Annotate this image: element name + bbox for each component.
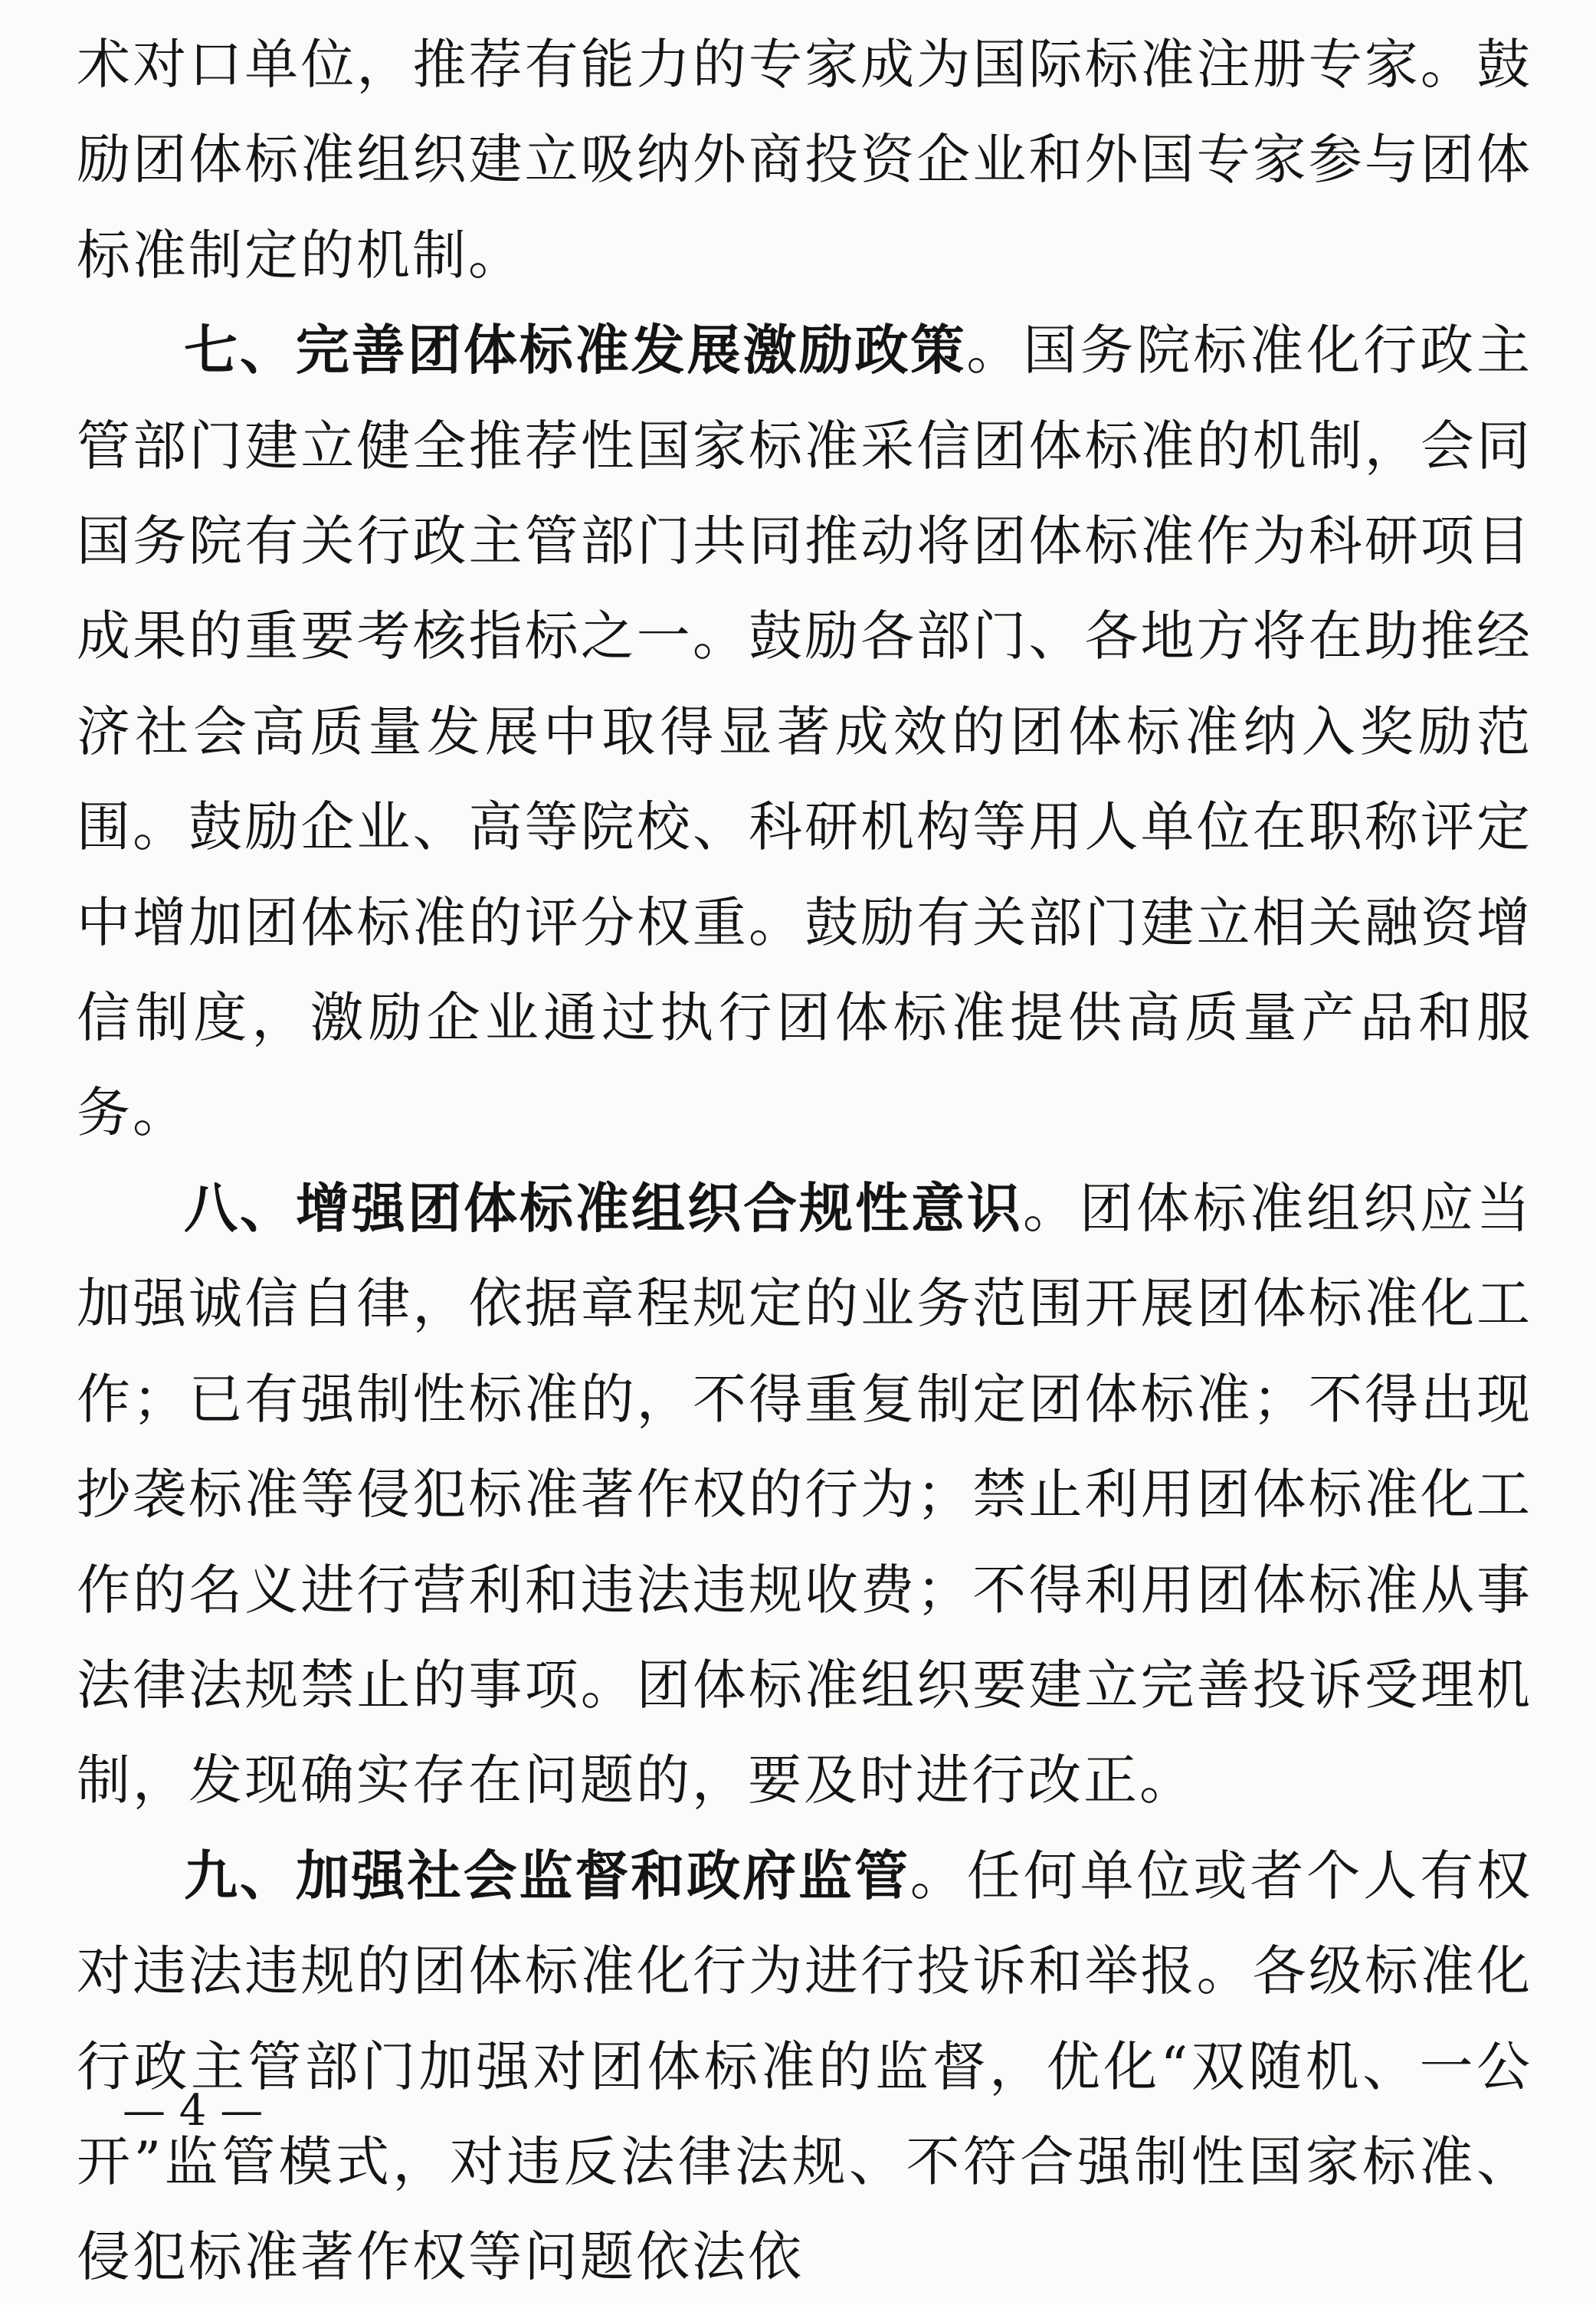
paragraph-text: 。任何单位或者个人有权对违法违规的团体标准化行为进行投诉和举报。各级标准化行政主管部门加强对团体标准的监督，优化“双随机、一公开”监管模式，对违反法律法规、不符合强制性国家标准、侵犯标准著作权等问题依法依 [77, 1844, 1533, 2289]
paragraph-section-8 [77, 1161, 1532, 1828]
section-heading-8: 八、增强团体标准组织合规性意识 [184, 1176, 1023, 1240]
paragraph-text: 术对口单位，推荐有能力的专家成为国际标准注册专家。鼓励团体标准组织建立吸纳外商投资企业和外国专家参与团体标准制定的机制。 [77, 33, 1532, 287]
paragraph-text: 。国务院标准化行政主管部门建立健全推荐性国家标准采信团体标准的机制，会同国务院有关行政主管部门共同推动将团体标准作为科研项目成果的重要考核指标之一。鼓励各部门、各地方将在助推经济社会高质量发展中取得显著成效的团体标准纳入奖励范围。鼓励企业、高等院校、科研机构等用人单位在职称评定中增加团体标准的评分权重。鼓励有关部门建立相关融资增信制度，激励企业通过执行团体标准提供高质量产品和服务。 [77, 319, 1532, 1145]
paragraph-section-9 [77, 1828, 1532, 2305]
paragraph-section-7 [77, 303, 1532, 1161]
document-body [77, 17, 1532, 2305]
paragraph-text: 。团体标准组织应当加强诚信自律，依据章程规定的业务范围开展团体标准化工作；已有强制性标准的，不得重复制定团体标准；不得出现抄袭标准等侵犯标准著作权的行为；禁止利用团体标准化工作的名义进行营利和违法违规收费；不得利用团体标准从事法律法规禁止的事项。团体标准组织要建立完善投诉受理机制，发现确实存在问题的，要及时进行改正。 [77, 1176, 1532, 1812]
page-number: — 4 — [123, 2086, 264, 2136]
section-heading-9: 九、加强社会监督和政府监管 [184, 1844, 910, 1907]
paragraph-continuation [77, 17, 1532, 303]
section-heading-7: 七、完善团体标准发展激励政策 [184, 319, 967, 382]
